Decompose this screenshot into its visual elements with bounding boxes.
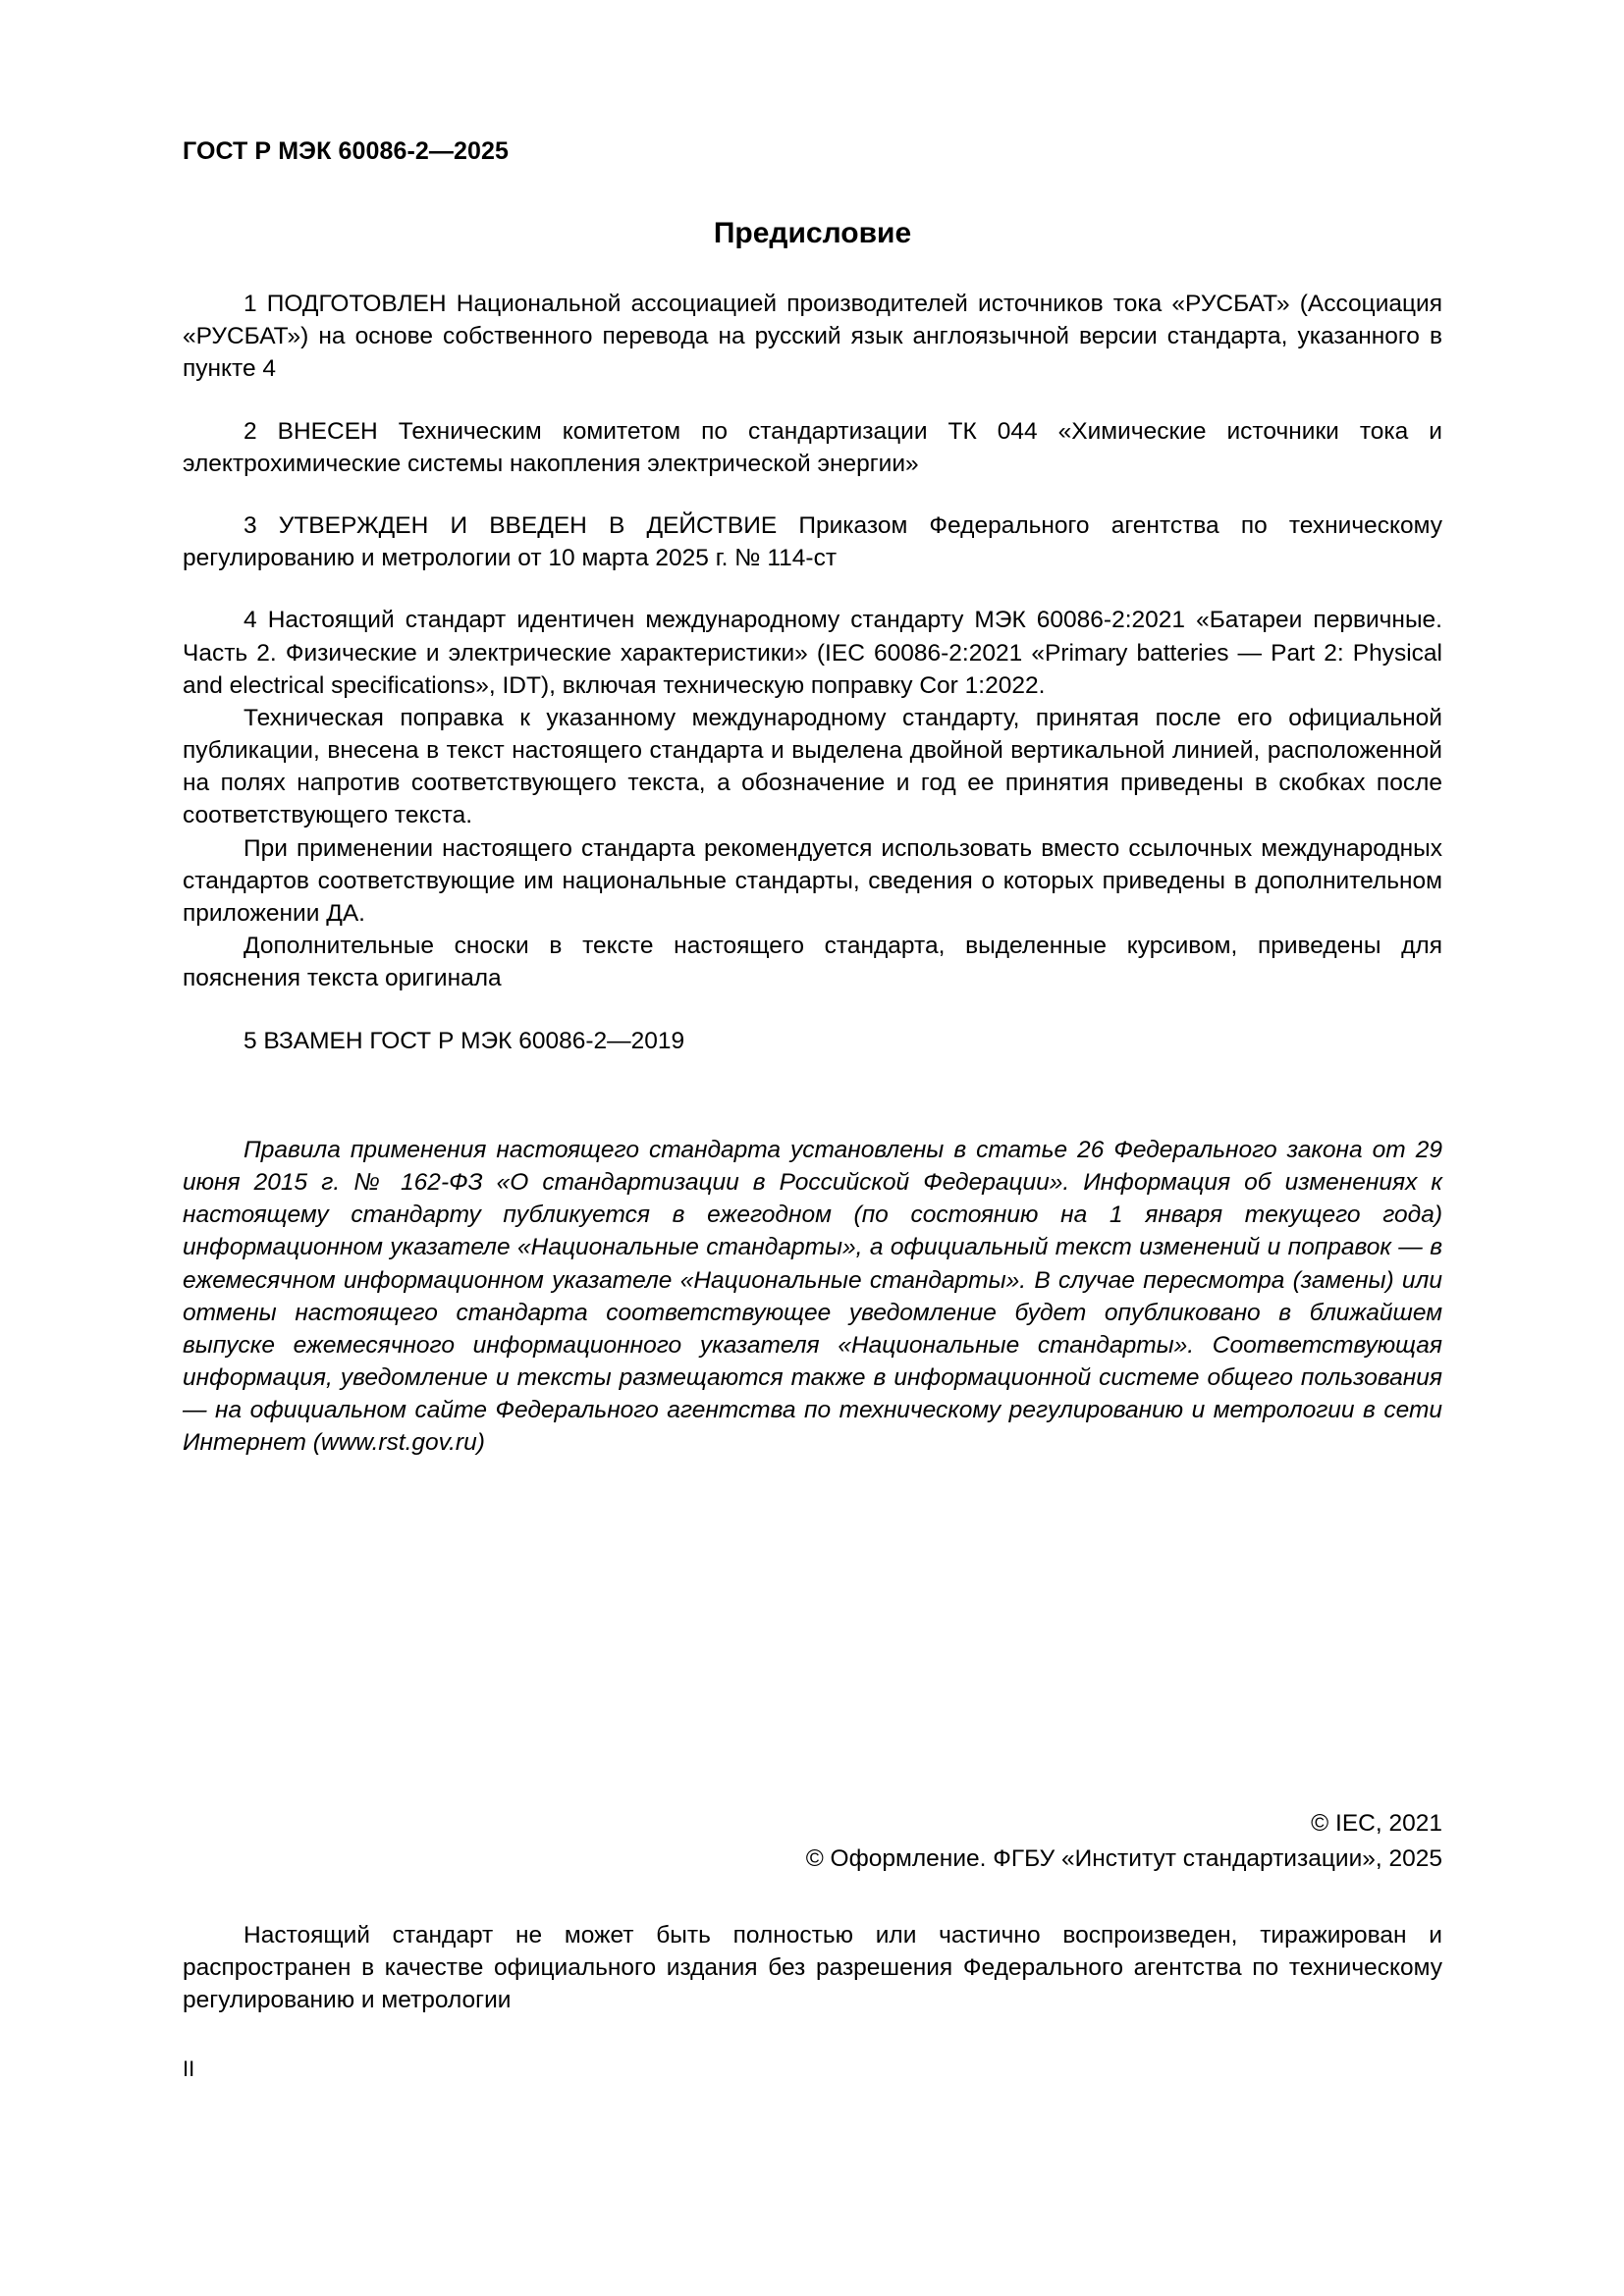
page-title: Предисловие: [713, 217, 912, 249]
foreword-item-3: 3 УТВЕРЖДЕН И ВВЕДЕН В ДЕЙСТВИЕ Приказом Федерального агентства по техническому регулированию и метрологии от 10 марта 2025 г. № 114-ст: [183, 511, 1442, 572]
copyright-design: © Оформление. ФГБУ «Институт стандартизации», 2025: [805, 1844, 1442, 1872]
copyright-iec: © IEC, 2021: [1311, 1810, 1442, 1837]
foreword-item-4-paragraph-3: Дополнительные сноски в тексте настоящего стандарта, выделенные курсивом, приведены для пояснения текста оригинала: [183, 933, 1442, 992]
application-rules-notice: Правила применения настоящего стандарта установлены в статье 26 Федерального закона от 29 июня 2015 г. № 162-ФЗ «О стандартизации в Российской Федерации». Информация об изменениях к настоящему стандарту публикуется в ежегодном (по состоянию на 1 января текущего года) информационном указателе «Национальные стандарты», а официальный текст изменений и поправок — в ежемесячном информационном указателе «Национальные стандарты». В случае пересмотра (замены) или отмены настоящего стандарта соответствующее уведомление будет опубликовано в ближайшем выпуске ежемесячного информационного указателя «Национальные стандарты». Соответствующая информация, уведомление и тексты размещаются также в информационной системе общего пользования — на официальном сайте Федерального агентства по техническому регулированию и метрологии в сети Интернет (www.rst.gov.ru): [183, 1136, 1442, 1457]
copyright-block: [183, 1806, 1442, 1876]
foreword-item-4-paragraph-2: При применении настоящего стандарта рекомендуется использовать вместо ссылочных международных стандартов соответствующие им национальные стандарты, сведения о которых приведены в дополнительном приложении ДА.: [183, 834, 1442, 927]
document-body: [183, 137, 1442, 1460]
foreword-item-1: 1 ПОДГОТОВЛЕН Национальной ассоциацией производителей источников тока «РУСБАТ» (Ассоциация «РУСБАТ») на основе собственного перевода на русский язык англоязычной версии стандарта, указанного в пункте 4: [183, 291, 1442, 383]
foreword-item-2: 2 ВНЕСЕН Техническим комитетом по стандартизации ТК 044 «Химические источники тока и электрохимические системы накопления электрической энергии»: [183, 417, 1442, 477]
application-rules-notice-block: [183, 1134, 1442, 1460]
reproduction-notice: Настоящий стандарт не может быть полностью или частично воспроизведен, тиражирован и распространен в качестве официального издания без разрешения Федерального агентства по техническому регулированию и метрологии: [183, 1922, 1442, 2014]
foreword-item-5: 5 ВЗАМЕН ГОСТ Р МЭК 60086-2—2019: [244, 1027, 685, 1054]
reproduction-notice-block: [183, 1919, 1442, 2017]
standard-designation-header: ГОСТ Р МЭК 60086-2—2025: [183, 137, 510, 165]
foreword-item-4: 4 Настоящий стандарт идентичен международному стандарту МЭК 60086-2:2021 «Батареи первичные. Часть 2. Физические и электрические характеристики» (IEC 60086-2:2021 «Primary batteries — Part 2: Physical and electrical specifications», IDT), включая техническую поправку Cor 1:2022.: [183, 607, 1442, 699]
foreword-item-4-paragraph-1: Техническая поправка к указанному международному стандарту, принятая после его официальной публикации, внесена в текст настоящего стандарта и выделена двойной вертикальной линией, расположенной на полях напротив соответствующего текста, а обозначение и год ее принятия приведены в скобках после соответствующего текста.: [183, 704, 1442, 829]
page-number: II: [183, 2056, 195, 2081]
